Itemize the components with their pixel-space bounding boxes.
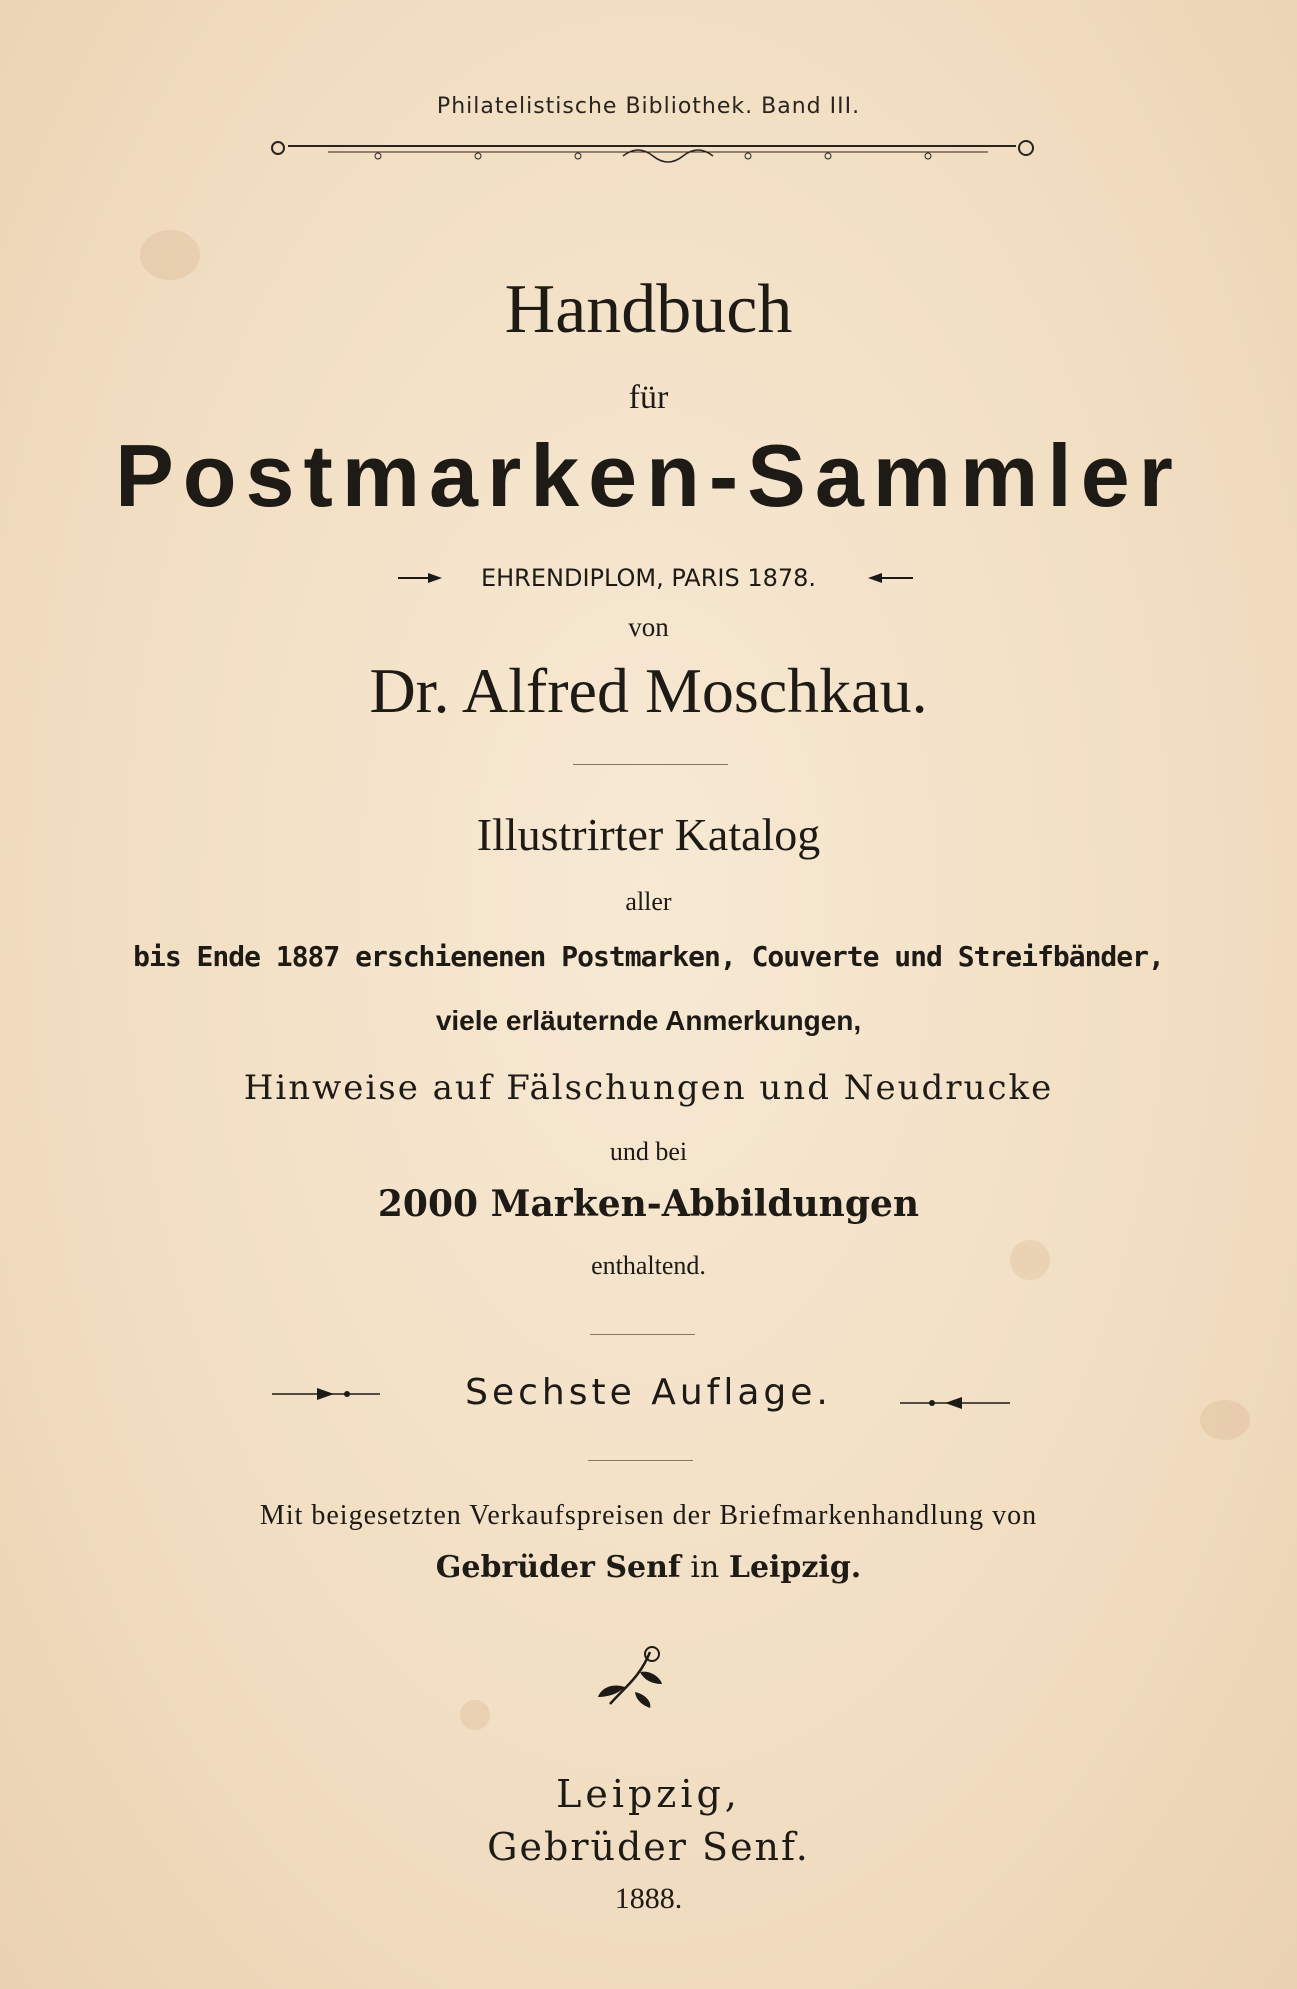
imprint-year: 1888. — [614, 1882, 683, 1915]
divider-rule — [573, 764, 728, 765]
dealer-in: in — [690, 1550, 720, 1585]
by-line: von — [628, 612, 669, 642]
series-heading: Philatelistische Bibliothek. Band III. — [436, 94, 861, 119]
catalog-aller: aller — [625, 887, 672, 916]
catalog-title: Illustrirter Katalog — [476, 809, 821, 860]
edition-line: Sechste Auflage. — [465, 1372, 832, 1413]
catalog-description-line: und bei — [609, 1137, 688, 1166]
dealer-name: Gebrüder Senf — [435, 1550, 681, 1585]
title-handbuch: Handbuch — [504, 271, 793, 348]
catalog-description-line: enthaltend. — [591, 1251, 706, 1280]
award-line: EHRENDIPLOM, PARIS 1878. — [480, 564, 817, 592]
imprint-publisher: Gebrüder Senf. — [487, 1825, 810, 1869]
catalog-description-line: Hinweise auf Fälschungen und Neudrucke — [243, 1068, 1054, 1108]
series-rule-ornament — [268, 138, 1038, 168]
arrow-left-ornament — [868, 572, 913, 584]
dealer-line — [0, 1550, 1297, 1585]
title-fuer: für — [628, 379, 669, 416]
price-note: Mit beigesetzten Verkaufspreisen der Briefmarkenhandlung von — [259, 1500, 1038, 1531]
catalog-description-line: bis Ende 1887 erschienenen Postmarken, Couverte und Streifbänder, — [133, 940, 1164, 973]
imprint-city: Leipzig, — [556, 1772, 741, 1816]
catalog-illustrations-line: 2000 Marken-Abbildungen — [377, 1183, 920, 1225]
catalog-description-line: viele erläuternde Anmerkungen, — [435, 1005, 862, 1036]
main-title: Postmarken-Sammler — [115, 426, 1182, 525]
divider-rule — [590, 1334, 695, 1335]
flower-ornament-icon — [590, 1642, 680, 1712]
divider-rule — [588, 1460, 693, 1461]
author-name: Dr. Alfred Moschkau. — [369, 655, 928, 726]
dealer-city: Leipzig. — [728, 1550, 862, 1585]
edition-ornament-right — [900, 1393, 1010, 1413]
